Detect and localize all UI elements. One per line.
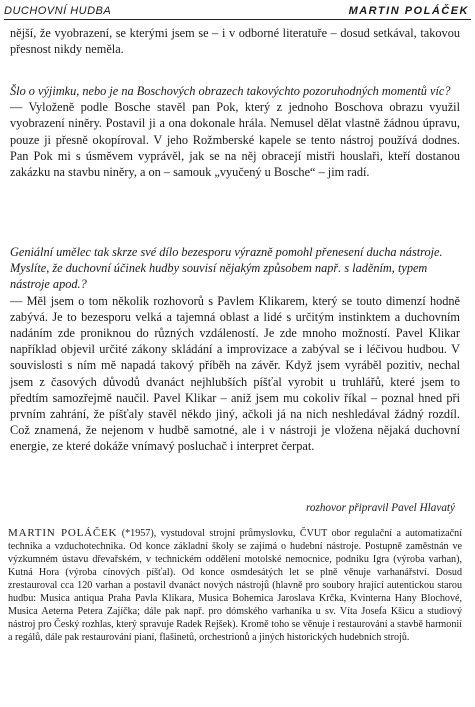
bio-name: MARTIN POLÁČEK [8,527,118,539]
author-biography [8,527,462,644]
author-name: MARTIN POLÁČEK [348,5,469,17]
section-title: DUCHOVNÍ HUDBA [4,5,112,17]
interview-credit: rozhovor připravil Pavel Hlavatý [305,502,455,514]
header-rule [4,19,471,20]
answer-2: — Měl jsem o tom několik rozhovorů s Pavlem Klikarem, který se touto dimenzí hodně zabývá. Je to bezesporu velká a tajemná oblast a lidé s určitým instinktem a duchovním nadáním zde proniknou do různých vzdáleností. Je zde mnoho možností. Pavel Klikar například objevil určité zákony skládání a improvizace a zabýval se i léčivou hudbou. V souvislosti s ním mě napadá takový příběh na závěr. Když jsem vyráběl pozitiv, nechal jsem z časových důvodů dvanáct nejhlubších píšťal vyrobit u truhlářů, které jsem to předtím samozřejmě naučil. Pavel Klikar – aniž jsem mu cokoliv říkal – poznal hned při prvním zahrání, že píšťaly stavěl někdo jiný, ačkoli já na nich neshledával žádný rozdíl. Což znamená, že nejenom v hudbě samotné, ale i v nástroji je vložena nějaká duchovní energie, ze které dokáže vnímavý posluchač i interpret čerpat. [10,293,460,454]
bio-birth-year: (*1957), [121,528,157,539]
interview-block-2 [10,244,460,455]
bio-text: vystudoval strojní průmyslovku, ČVUT obor regulační a automatizační technika a vzduchotechnika. Od konce základní školy se zajímá o hudební nástroje. Postupně zaměstnán ve výzkumném ústavu dřevařském, v technickém oddělení motolské nemocnice, podniku Igra (výroba varhan), Kutná Hora (výroba cínových píšťal). Od konce osmdesátých let se plně věnuje varhanářství. Dosud zrestauroval cca 120 varhan a postavil dvanáct nových nástrojů (hlavně pro soubory hrající autentickou starou hudbu: Musica antiqua Praha Pavla Klikara, Musica Bohemica Jaroslava Krčka, Kvinterna Hany Blochové, Musica Aeterna Petera Zajíčka; dále pak např. pro dómského varhaníka u sv. Víta Josefa Kšicu a studiový nástroj pro Český rozhlas, který spravuje Radek Rejšek). Kromě toho se věnuje i restaurování a stavbě harmonií a regálů, dále pak restaurování pianí, flašinetů, orchestrionů a jiných historických hudebních strojů. [8,528,462,643]
question-2: Geniální umělec tak skrze své dílo bezesporu výrazně pomohl přenesení ducha nástroje. Myslíte, že duchovní účinek hudby souvisí nějakým způsobem např. s laděním, typem nástroje apod.? [10,245,443,292]
answer-1: — Vyloženě podle Bosche stavěl pan Pok, který z jednoho Boschova obrazu využil vyobrazení niněry. Postavil ji a ona dokonale hrála. Nemusel dělat vlastně žádnou úpravu, pouze ji přesně okopíroval. V jeho Rožmberské kapele se tento nástroj používá dodnes. Pan Pok mi s úsměvem vyprávěl, jak se na něj obracejí mistři houslaři, kteří dostanou zakázku na stavbu niněry, a on – samouk „vyučený u Bosche“ – jim radí. [10,100,460,180]
question-1: Šlo o výjimku, nebo je na Boschových obrazech takovýchto pozoruhodných momentů víc? [10,84,451,98]
interview-block-1 [10,83,460,180]
answer-continuation: nější, že vyobrazení, se kterými jsem se – i v odborné literatuře – dosud setkával, takovou přesnost nikdy neměla. [10,26,460,57]
running-header [0,0,475,24]
article-body [10,25,460,57]
